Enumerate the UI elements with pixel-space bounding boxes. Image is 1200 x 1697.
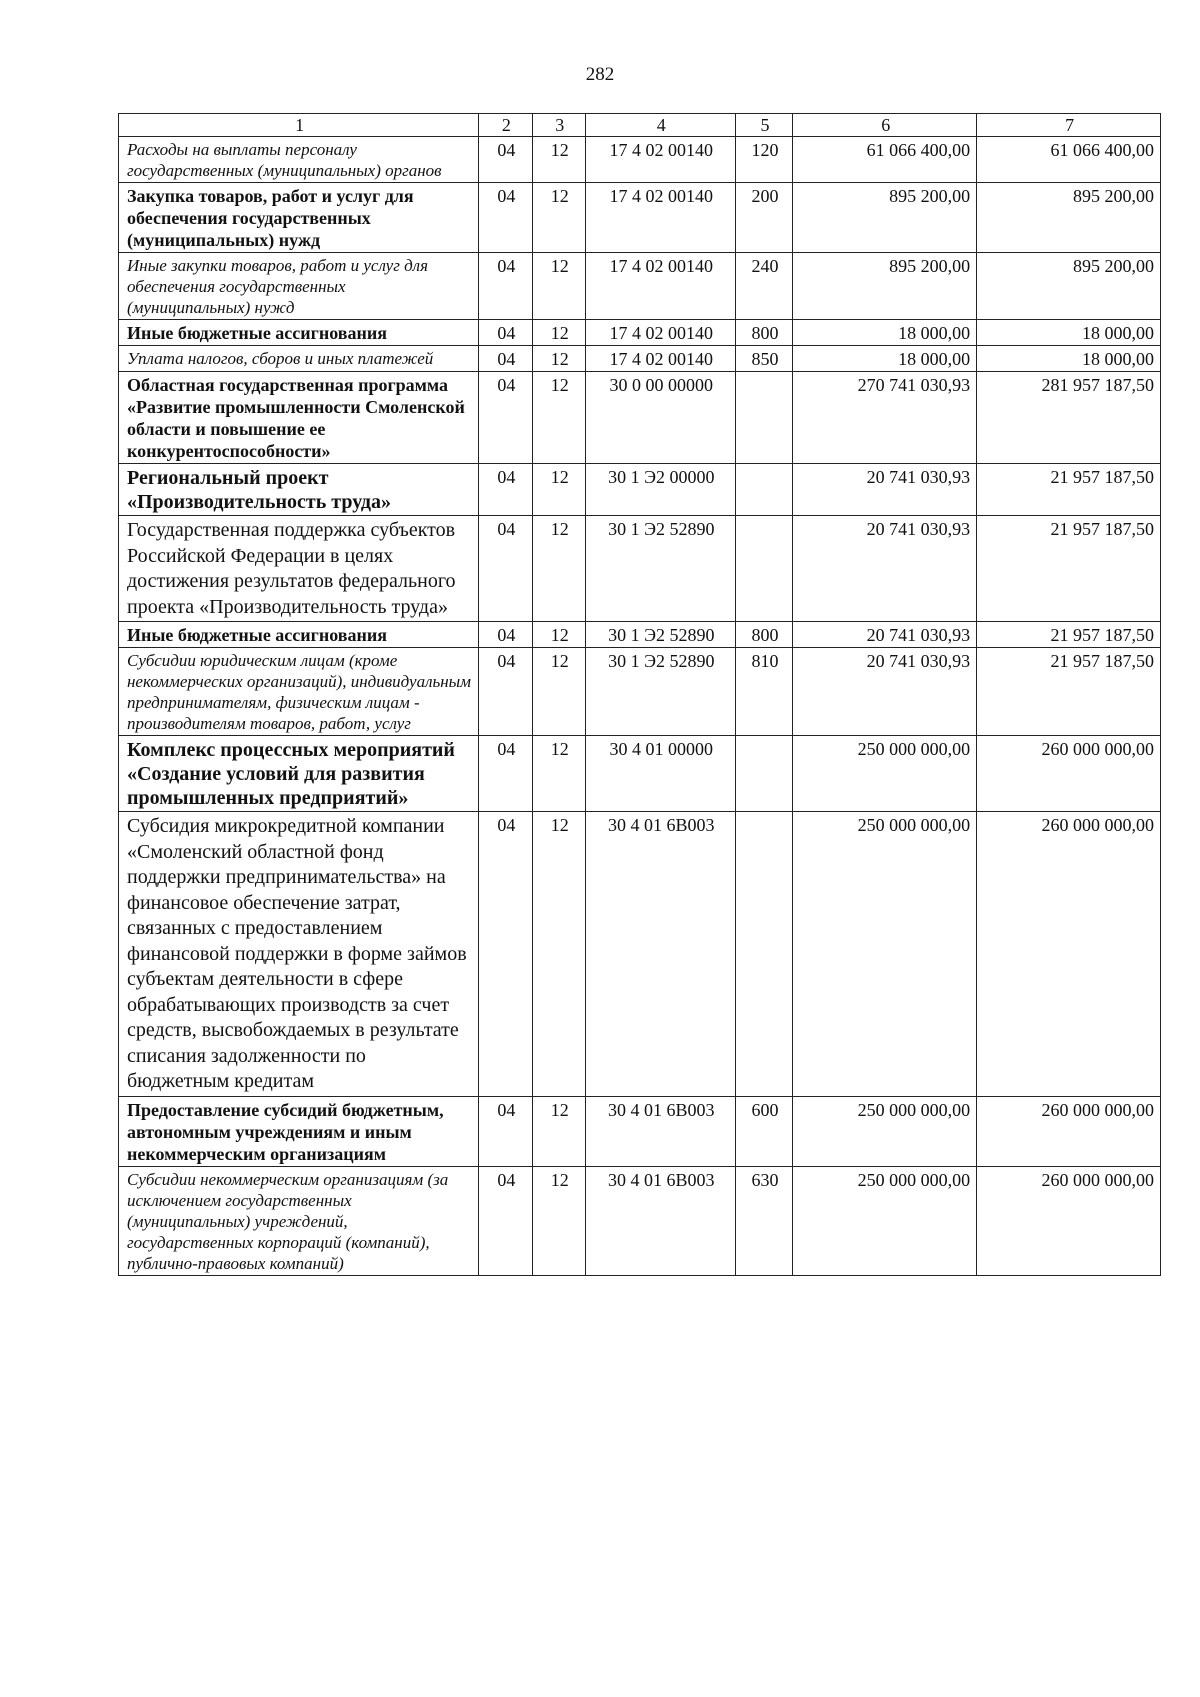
expense-name: Субсидии юридическим лицам (кроме некоммерческих организаций), индивидуальным предпринимателям, физическим лицам - производителям товаров, работ, услуг [119,648,479,736]
column-header: 3 [532,114,585,137]
expense-type-code: 800 [735,622,793,648]
amount-year-2: 260 000 000,00 [977,812,1161,1097]
subsection-code: 12 [532,1096,585,1166]
amount-year-1: 18 000,00 [793,346,977,372]
expense-name: Субсидии некоммерческим организациям (за исключением государственных (муниципальных) учреждений, государственных корпораций (компаний), публично-правовых компаний) [119,1166,479,1275]
expense-name: Уплата налогов, сборов и иных платежей [119,346,479,372]
subsection-code: 12 [532,253,585,320]
section-code: 04 [479,253,532,320]
amount-year-2: 18 000,00 [977,320,1161,346]
amount-year-1: 250 000 000,00 [793,1096,977,1166]
amount-year-2: 21 957 187,50 [977,516,1161,622]
amount-year-2: 260 000 000,00 [977,736,1161,812]
amount-year-2: 260 000 000,00 [977,1096,1161,1166]
section-code: 04 [479,137,532,183]
target-article-code: 30 4 01 6В003 [586,1096,736,1166]
expense-name: Предоставление субсидий бюджетным, автономным учреждениям и иным некоммерческим организациям [119,1096,479,1166]
table-row [119,1166,1161,1275]
expense-type-code: 240 [735,253,793,320]
budget-table [118,113,1161,1276]
amount-year-2: 18 000,00 [977,346,1161,372]
subsection-code: 12 [532,1166,585,1275]
expense-name: Иные бюджетные ассигнования [119,622,479,648]
target-article-code: 17 4 02 00140 [586,320,736,346]
column-header: 5 [735,114,793,137]
amount-year-1: 895 200,00 [793,253,977,320]
section-code: 04 [479,183,532,253]
expense-name: Субсидия микрокредитной компании «Смоленский областной фонд поддержки предпринимательства» на финансовое обеспечение затрат, связанных с предоставлением финансовой поддержки в форме займов субъектам деятельности в сфере обрабатывающих производств за счет средств, высвобождаемых в результате списания задолженности по бюджетным кредитам [119,812,479,1097]
target-article-code: 17 4 02 00140 [586,183,736,253]
table-row [119,253,1161,320]
amount-year-1: 250 000 000,00 [793,812,977,1097]
column-header: 4 [586,114,736,137]
amount-year-2: 895 200,00 [977,183,1161,253]
target-article-code: 17 4 02 00140 [586,137,736,183]
target-article-code: 30 0 00 00000 [586,372,736,464]
section-code: 04 [479,1096,532,1166]
target-article-code: 30 1 Э2 52890 [586,516,736,622]
amount-year-1: 895 200,00 [793,183,977,253]
amount-year-2: 61 066 400,00 [977,137,1161,183]
section-code: 04 [479,1166,532,1275]
table-row [119,648,1161,736]
expense-name: Комплекс процессных мероприятий «Создание условий для развития промышленных предприятий» [119,736,479,812]
table-row [119,736,1161,812]
expense-name: Расходы на выплаты персоналу государственных (муниципальных) органов [119,137,479,183]
target-article-code: 30 1 Э2 52890 [586,648,736,736]
section-code: 04 [479,516,532,622]
section-code: 04 [479,346,532,372]
amount-year-2: 21 957 187,50 [977,464,1161,516]
expense-type-code: 120 [735,137,793,183]
target-article-code: 30 4 01 6В003 [586,812,736,1097]
table-body [119,137,1161,1276]
target-article-code: 30 4 01 00000 [586,736,736,812]
section-code: 04 [479,812,532,1097]
amount-year-1: 18 000,00 [793,320,977,346]
amount-year-2: 21 957 187,50 [977,622,1161,648]
column-header: 1 [119,114,479,137]
subsection-code: 12 [532,516,585,622]
amount-year-2: 281 957 187,50 [977,372,1161,464]
amount-year-1: 61 066 400,00 [793,137,977,183]
expense-type-code [735,812,793,1097]
table-row [119,372,1161,464]
expense-type-code: 810 [735,648,793,736]
amount-year-1: 20 741 030,93 [793,622,977,648]
subsection-code: 12 [532,464,585,516]
subsection-code: 12 [532,346,585,372]
subsection-code: 12 [532,812,585,1097]
expense-name: Областная государственная программа «Развитие промышленности Смоленской области и повышение ее конкурентоспособности» [119,372,479,464]
expense-type-code: 850 [735,346,793,372]
expense-type-code: 630 [735,1166,793,1275]
table-row [119,1096,1161,1166]
amount-year-1: 20 741 030,93 [793,464,977,516]
table-row [119,622,1161,648]
expense-name: Иные закупки товаров, работ и услуг для обеспечения государственных (муниципальных) нужд [119,253,479,320]
section-code: 04 [479,736,532,812]
table-row [119,183,1161,253]
target-article-code: 30 4 01 6В003 [586,1166,736,1275]
amount-year-1: 20 741 030,93 [793,648,977,736]
subsection-code: 12 [532,320,585,346]
table-row [119,346,1161,372]
table-row [119,137,1161,183]
target-article-code: 30 1 Э2 52890 [586,622,736,648]
expense-name: Закупка товаров, работ и услуг для обеспечения государственных (муниципальных) нужд [119,183,479,253]
expense-type-code [735,372,793,464]
section-code: 04 [479,648,532,736]
target-article-code: 30 1 Э2 00000 [586,464,736,516]
expense-type-code [735,464,793,516]
expense-type-code: 200 [735,183,793,253]
expense-name: Государственная поддержка субъектов Российской Федерации в целях достижения результатов федерального проекта «Производительность труда» [119,516,479,622]
header-row [119,114,1161,137]
amount-year-1: 250 000 000,00 [793,736,977,812]
target-article-code: 17 4 02 00140 [586,346,736,372]
subsection-code: 12 [532,622,585,648]
amount-year-1: 250 000 000,00 [793,1166,977,1275]
amount-year-1: 20 741 030,93 [793,516,977,622]
expense-name: Иные бюджетные ассигнования [119,320,479,346]
expense-type-code: 600 [735,1096,793,1166]
table-row [119,464,1161,516]
subsection-code: 12 [532,183,585,253]
column-header: 6 [793,114,977,137]
expense-type-code [735,736,793,812]
page-number: 282 [585,64,615,85]
table-row [119,516,1161,622]
table-row [119,320,1161,346]
subsection-code: 12 [532,648,585,736]
expense-type-code: 800 [735,320,793,346]
amount-year-2: 260 000 000,00 [977,1166,1161,1275]
amount-year-1: 270 741 030,93 [793,372,977,464]
section-code: 04 [479,464,532,516]
column-header: 7 [977,114,1161,137]
subsection-code: 12 [532,137,585,183]
expense-type-code [735,516,793,622]
expense-name: Региональный проект «Производительность труда» [119,464,479,516]
column-header: 2 [479,114,532,137]
table-row [119,812,1161,1097]
subsection-code: 12 [532,736,585,812]
amount-year-2: 895 200,00 [977,253,1161,320]
section-code: 04 [479,622,532,648]
section-code: 04 [479,320,532,346]
amount-year-2: 21 957 187,50 [977,648,1161,736]
subsection-code: 12 [532,372,585,464]
section-code: 04 [479,372,532,464]
target-article-code: 17 4 02 00140 [586,253,736,320]
